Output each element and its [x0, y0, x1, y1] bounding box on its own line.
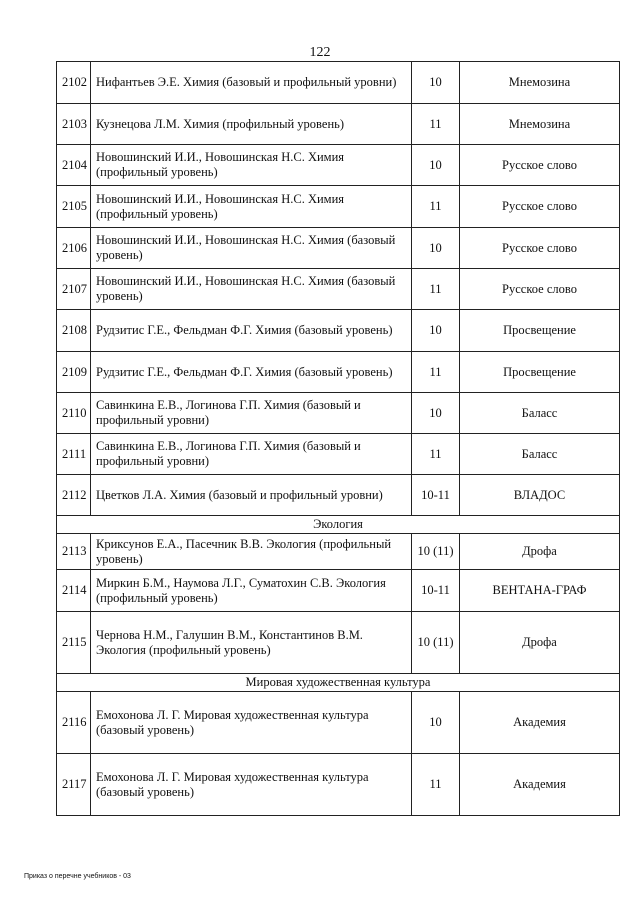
- item-title: Новошинский И.И., Новошинская Н.С. Химия (базовый уровень): [91, 269, 412, 310]
- item-title: Миркин Б.М., Наумова Л.Г., Суматохин С.В. Экология (профильный уровень): [91, 570, 412, 612]
- item-grade: 10-11: [412, 570, 460, 612]
- item-publisher: Баласс: [460, 434, 620, 475]
- item-grade: 11: [412, 104, 460, 145]
- table-row: [57, 475, 620, 516]
- item-title: Новошинский И.И., Новошинская Н.С. Химия (базовый уровень): [91, 228, 412, 269]
- item-publisher: Академия: [460, 754, 620, 816]
- item-title: Емохонова Л. Г. Мировая художественная культура (базовый уровень): [91, 754, 412, 816]
- item-publisher: Русское слово: [460, 269, 620, 310]
- item-publisher: ВЛАДОС: [460, 475, 620, 516]
- item-title: Цветков Л.А. Химия (базовый и профильный уровни): [91, 475, 412, 516]
- item-number: 2102: [57, 62, 91, 104]
- item-number: 2117: [57, 754, 91, 816]
- item-number: 2106: [57, 228, 91, 269]
- table-row: [57, 534, 620, 570]
- item-number: 2110: [57, 393, 91, 434]
- section-row: [57, 674, 620, 692]
- item-number: 2109: [57, 352, 91, 393]
- page-number: 122: [309, 45, 331, 60]
- item-title: Савинкина Е.В., Логинова Г.П. Химия (базовый и профильный уровни): [91, 393, 412, 434]
- item-title: Кузнецова Л.М. Химия (профильный уровень): [91, 104, 412, 145]
- table-row: [57, 570, 620, 612]
- item-publisher: Русское слово: [460, 186, 620, 228]
- item-grade: 11: [412, 754, 460, 816]
- item-publisher: Дрофа: [460, 534, 620, 570]
- item-number: 2107: [57, 269, 91, 310]
- item-number: 2108: [57, 310, 91, 352]
- item-grade: 10 (11): [412, 612, 460, 674]
- item-title: Новошинский И.И., Новошинская Н.С. Химия (профильный уровень): [91, 145, 412, 186]
- section-heading: Мировая художественная культура: [57, 674, 620, 692]
- item-publisher: Дрофа: [460, 612, 620, 674]
- table-row: [57, 352, 620, 393]
- item-publisher: ВЕНТАНА-ГРАФ: [460, 570, 620, 612]
- table-row: [57, 186, 620, 228]
- item-grade: 10 (11): [412, 534, 460, 570]
- table-row: [57, 269, 620, 310]
- item-title: Криксунов Е.А., Пасечник В.В. Экология (профильный уровень): [91, 534, 412, 570]
- item-publisher: Просвещение: [460, 352, 620, 393]
- item-title: Новошинский И.И., Новошинская Н.С. Химия (профильный уровень): [91, 186, 412, 228]
- table-row: [57, 310, 620, 352]
- table-row: [57, 228, 620, 269]
- table-row: [57, 393, 620, 434]
- table-body: [57, 62, 620, 816]
- item-number: 2113: [57, 534, 91, 570]
- item-publisher: Русское слово: [460, 145, 620, 186]
- item-title: Савинкина Е.В., Логинова Г.П. Химия (базовый и профильный уровни): [91, 434, 412, 475]
- item-title: Чернова Н.М., Галушин В.М., Константинов В.М. Экология (профильный уровень): [91, 612, 412, 674]
- item-grade: 10-11: [412, 475, 460, 516]
- item-publisher: Мнемозина: [460, 104, 620, 145]
- section-row: [57, 516, 620, 534]
- item-number: 2105: [57, 186, 91, 228]
- item-title: Рудзитис Г.Е., Фельдман Ф.Г. Химия (базовый уровень): [91, 352, 412, 393]
- footer-note: Приказ о перечне учебников - 03: [24, 873, 131, 880]
- table-row: [57, 62, 620, 104]
- item-publisher: Просвещение: [460, 310, 620, 352]
- table-row: [57, 104, 620, 145]
- item-grade: 10: [412, 228, 460, 269]
- item-publisher: Академия: [460, 692, 620, 754]
- textbook-table: [56, 61, 620, 816]
- item-grade: 11: [412, 186, 460, 228]
- item-number: 2114: [57, 570, 91, 612]
- item-number: 2103: [57, 104, 91, 145]
- item-number: 2115: [57, 612, 91, 674]
- item-grade: 10: [412, 145, 460, 186]
- table-row: [57, 434, 620, 475]
- item-grade: 11: [412, 269, 460, 310]
- section-heading: Экология: [57, 516, 620, 534]
- item-title: Рудзитис Г.Е., Фельдман Ф.Г. Химия (базовый уровень): [91, 310, 412, 352]
- item-grade: 10: [412, 310, 460, 352]
- item-grade: 10: [412, 393, 460, 434]
- item-grade: 10: [412, 62, 460, 104]
- item-number: 2104: [57, 145, 91, 186]
- table-row: [57, 612, 620, 674]
- item-publisher: Баласс: [460, 393, 620, 434]
- item-grade: 11: [412, 434, 460, 475]
- item-number: 2112: [57, 475, 91, 516]
- table-row: [57, 145, 620, 186]
- item-publisher: Мнемозина: [460, 62, 620, 104]
- table-row: [57, 692, 620, 754]
- item-number: 2116: [57, 692, 91, 754]
- item-grade: 10: [412, 692, 460, 754]
- item-grade: 11: [412, 352, 460, 393]
- item-number: 2111: [57, 434, 91, 475]
- item-publisher: Русское слово: [460, 228, 620, 269]
- table-row: [57, 754, 620, 816]
- item-title: Нифантьев Э.Е. Химия (базовый и профильный уровни): [91, 62, 412, 104]
- item-title: Емохонова Л. Г. Мировая художественная культура (базовый уровень): [91, 692, 412, 754]
